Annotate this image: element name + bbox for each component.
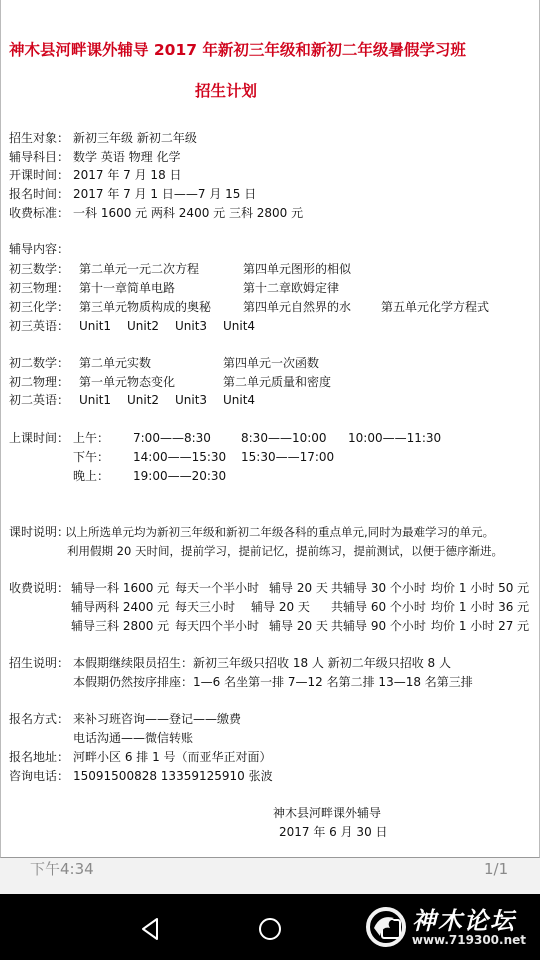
g3-chem-item: 第三单元物质构成的奥秘 bbox=[79, 300, 212, 314]
phone-label: 咨询电话： bbox=[9, 769, 70, 783]
g2-math-label: 初二数学： bbox=[9, 356, 70, 370]
fees-label: 收费说明： bbox=[9, 581, 70, 595]
basic-label: 收费标准： bbox=[9, 206, 70, 220]
fee-cell: 均价 1 小时 36 元 bbox=[431, 600, 530, 614]
schedule-period: 晚上： bbox=[73, 469, 110, 483]
g2-english-item: Unit1 bbox=[79, 393, 112, 407]
basic-label: 报名时间： bbox=[9, 187, 70, 201]
schedule-slot: 7:00——8:30 bbox=[133, 431, 211, 445]
g3-english-label: 初三英语： bbox=[9, 319, 70, 333]
fee-cell: 均价 1 小时 27 元 bbox=[431, 619, 530, 633]
time-label: 下午4:34 bbox=[30, 860, 94, 878]
basic-value: 新初三年级 新初二年级 bbox=[73, 131, 197, 145]
basic-label: 招生对象： bbox=[9, 131, 70, 145]
fee-cell: 共辅导 60 个小时 bbox=[331, 600, 426, 614]
signup-label: 报名方式： bbox=[9, 712, 70, 726]
schedule-period: 下午： bbox=[73, 450, 110, 464]
home-icon[interactable] bbox=[255, 914, 285, 944]
basic-value: 2017 年 7 月 1 日——7 月 15 日 bbox=[73, 187, 257, 201]
g3-physics-item: 第十一章简单电路 bbox=[79, 281, 176, 295]
footer-org: 神木县河畔课外辅导 bbox=[273, 806, 382, 820]
g2-math-item: 第二单元实数 bbox=[79, 356, 152, 370]
fee-cell: 辅导三科 2800 元 bbox=[71, 619, 170, 633]
phone-value: 15091500828 13359125910 张波 bbox=[73, 769, 273, 783]
viewer-status-bar bbox=[0, 858, 540, 894]
signup-line: 电话沟通——微信转账 bbox=[73, 731, 194, 745]
watermark-url: www.719300.net bbox=[411, 932, 526, 947]
document-subtitle: 招生计划 bbox=[195, 82, 258, 100]
basic-value: 2017 年 7 月 18 日 bbox=[73, 168, 182, 182]
address-label: 报名地址： bbox=[9, 750, 70, 764]
schedule-period: 上午： bbox=[73, 431, 110, 445]
g2-english-item: Unit3 bbox=[175, 393, 208, 407]
signup-line: 来补习班咨询——登记——缴费 bbox=[73, 712, 242, 726]
page-counter: 1/1 bbox=[484, 860, 509, 878]
schedule-label: 上课时间： bbox=[9, 431, 70, 445]
fee-cell: 辅导 20 天 bbox=[269, 619, 328, 633]
schedule-slot: 19:00——20:30 bbox=[133, 469, 227, 483]
schedule-slot: 8:30——10:00 bbox=[241, 431, 327, 445]
note-label: 课时说明： bbox=[9, 525, 70, 539]
g3-physics-label: 初三物理： bbox=[9, 281, 70, 295]
enroll-line: 本假期继续限员招生：新初三年级只招收 18 人 新初二年级只招收 8 人 bbox=[73, 656, 451, 670]
note-line: 利用假期 20 天时间，提前学习，提前记忆，提前练习，提前测试，以便于德序渐进。 bbox=[67, 544, 503, 558]
g3-chem-item: 第四单元自然界的水 bbox=[243, 300, 352, 314]
back-icon[interactable] bbox=[136, 914, 166, 944]
g3-english-item: Unit4 bbox=[223, 319, 256, 333]
g3-math-item: 第四单元图形的相似 bbox=[243, 262, 352, 276]
g3-math-item: 第二单元一元二次方程 bbox=[79, 262, 200, 276]
g2-english-item: Unit2 bbox=[127, 393, 160, 407]
g2-english-item: Unit4 bbox=[223, 393, 256, 407]
fee-cell: 辅导 20 天 bbox=[269, 581, 328, 595]
g2-physics-item: 第二单元质量和密度 bbox=[223, 375, 332, 389]
fee-cell: 共辅导 90 个小时 bbox=[331, 619, 426, 633]
watermark-name: 神木论坛 bbox=[411, 906, 516, 935]
schedule-slot: 15:30——17:00 bbox=[241, 450, 335, 464]
fee-cell: 均价 1 小时 50 元 bbox=[431, 581, 530, 595]
fee-cell: 每天一个半小时 bbox=[175, 581, 260, 595]
fee-cell: 每天三小时 bbox=[175, 600, 236, 614]
schedule-slot: 10:00——11:30 bbox=[348, 431, 442, 445]
g2-math-item: 第四单元一次函数 bbox=[223, 356, 320, 370]
fee-cell: 每天四个半小时 bbox=[175, 619, 260, 633]
g2-physics-item: 第一单元物态变化 bbox=[79, 375, 176, 389]
g2-english-label: 初二英语： bbox=[9, 393, 70, 407]
g2-physics-label: 初二物理： bbox=[9, 375, 70, 389]
g3-chem-label: 初三化学： bbox=[9, 300, 70, 314]
basic-label: 开课时间： bbox=[9, 168, 70, 182]
basic-value: 数学 英语 物理 化学 bbox=[73, 150, 181, 164]
enroll-line: 本假期仍然按序排座：1—6 名坐第一排 7—12 名第二排 13—18 名第三排 bbox=[73, 675, 473, 689]
basic-label: 辅导科目： bbox=[9, 150, 70, 164]
document-title: 神木县河畔课外辅导 2017 年新初三年级和新初二年级暑假学习班 bbox=[9, 41, 466, 59]
fee-cell: 辅导一科 1600 元 bbox=[71, 581, 170, 595]
fee-cell: 辅导 20 天 bbox=[251, 600, 310, 614]
fee-cell: 辅导两科 2400 元 bbox=[71, 600, 170, 614]
dragon-logo-icon bbox=[364, 906, 408, 948]
basic-value: 一科 1600 元 两科 2400 元 三科 2800 元 bbox=[73, 206, 304, 220]
content-heading: 辅导内容： bbox=[9, 242, 70, 256]
g3-english-item: Unit3 bbox=[175, 319, 208, 333]
g3-math-label: 初三数学： bbox=[9, 262, 70, 276]
address-value: 河畔小区 6 排 1 号（而亚华正对面） bbox=[73, 750, 272, 764]
footer-date: 2017 年 6 月 30 日 bbox=[279, 825, 388, 839]
forum-watermark bbox=[364, 906, 526, 948]
fee-cell: 共辅导 30 个小时 bbox=[331, 581, 426, 595]
g3-english-item: Unit1 bbox=[79, 319, 112, 333]
g3-chem-item: 第五单元化学方程式 bbox=[381, 300, 490, 314]
enroll-label: 招生说明： bbox=[9, 656, 70, 670]
g3-physics-item: 第十二章欧姆定律 bbox=[243, 281, 340, 295]
g3-english-item: Unit2 bbox=[127, 319, 160, 333]
schedule-slot: 14:00——15:30 bbox=[133, 450, 227, 464]
note-line: 以上所选单元均为新初三年级和新初二年级各科的重点单元,同时为最难学习的单元。 bbox=[65, 525, 495, 539]
